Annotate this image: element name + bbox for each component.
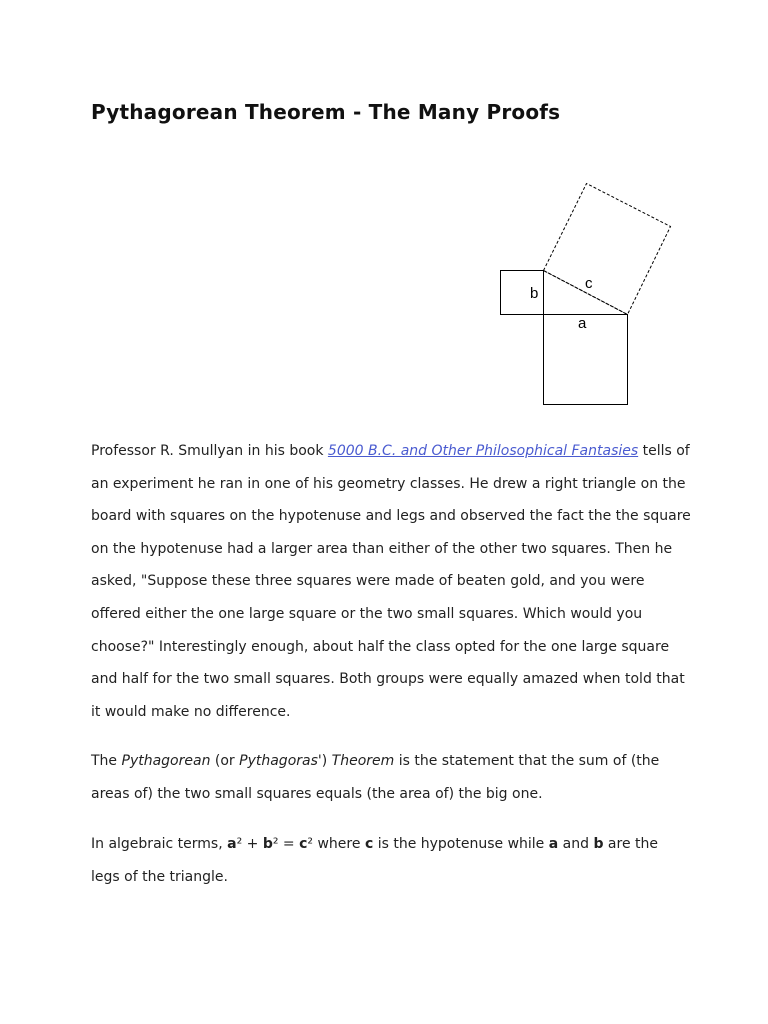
p2-italic: Theorem [331,753,395,769]
pythagorean-diagram [490,175,680,415]
label-c: c [585,275,593,292]
p3-text: ² + [236,836,263,852]
p3-text: ² where [307,836,365,852]
p3-bold: b [262,836,273,852]
p3-text: is the hypotenuse while [373,836,549,852]
p1-text-after: tells of an experiment he ran in one of his geometry classes. He drew a right triangle on the board with squares on the hypotenuse and legs and observed the fact the the square on the hypotenuse had a larger area than either of the other two squares. Then he asked, "Suppose these three squares were made of beaten gold, and you were offered either the one large square or the two small squares. Which would you choose?" Interestingly enough, about half the class opted for the one large square and half for the two small squares. Both groups were equally amazed when told that it would make no difference. [91,443,691,720]
p3-text: and [558,836,594,852]
p3-text: are the legs of the triangle. [91,836,659,885]
p3-bold: c [299,836,308,852]
p2-italic: Pythagoras' [239,753,322,769]
label-a: a [578,315,587,332]
book-link[interactable]: 5000 B.C. and Other Philosophical Fantasies [327,443,639,459]
paragraph-theorem-statement [91,745,691,810]
p3-bold: a [548,836,559,852]
p2-text: ) [321,753,332,769]
p1-text-before: Professor R. Smullyan in his book [91,443,328,459]
p3-text: ² = [272,836,300,852]
square-on-hypotenuse [544,184,671,315]
label-b: b [530,285,539,302]
p3-bold: b [593,836,604,852]
p2-text: The [91,753,122,769]
paragraph-algebraic [91,828,691,893]
p2-text: is the statement that the sum of (the areas of) the two small squares equals (the area of) the big one. [91,753,660,802]
p3-bold: c [364,836,374,852]
p3-text: In algebraic terms, [91,836,228,852]
p3-bold: a [227,836,237,852]
p2-italic: Pythagorean [121,753,211,769]
page-title: Pythagorean Theorem - The Many Proofs [91,100,561,124]
paragraph-smullyan [91,435,691,728]
p2-text: (or [210,753,240,769]
